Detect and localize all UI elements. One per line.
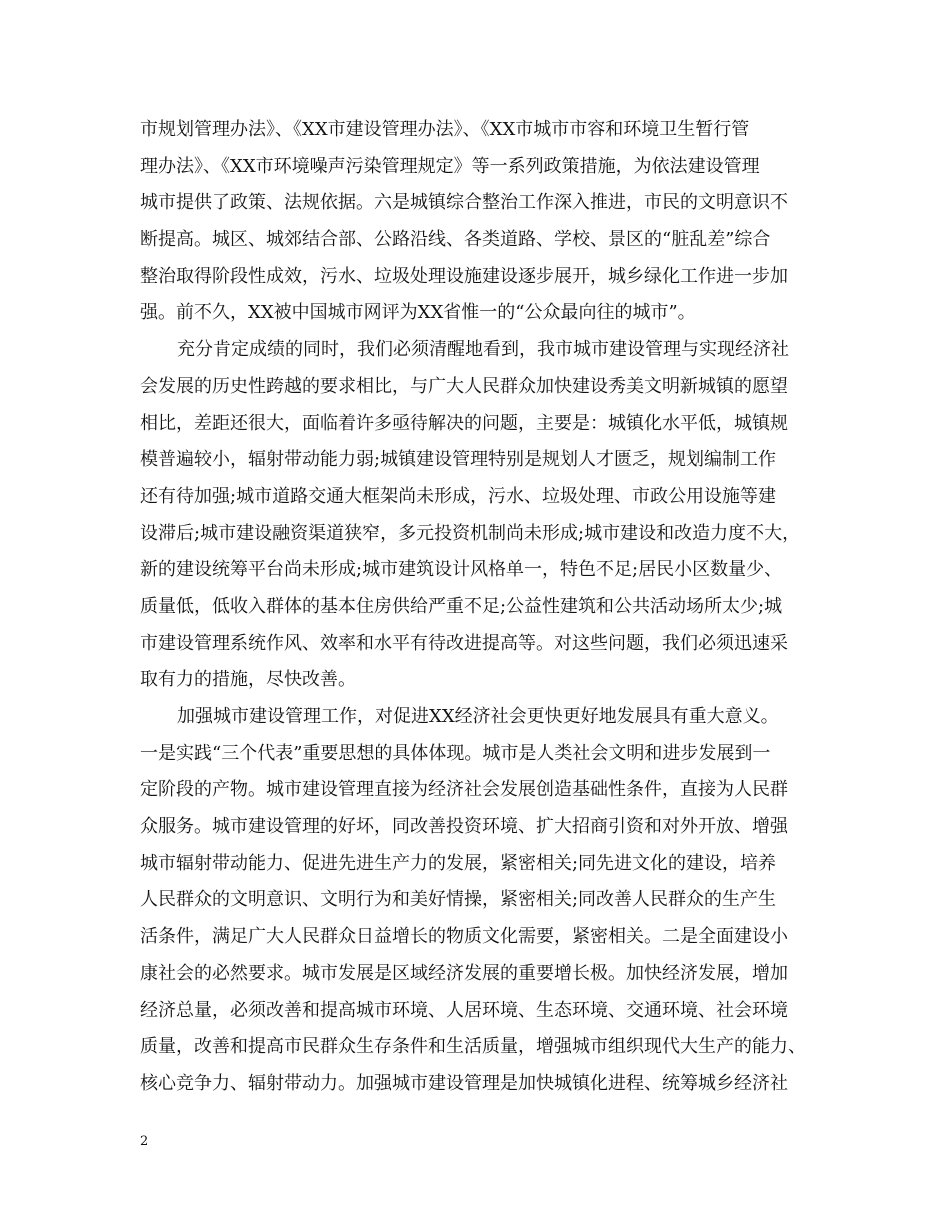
text-line: 模普遍较小，辐射带动能力弱;城镇建设管理特别是规划人才匮乏，规划编制工作 — [140, 449, 777, 471]
text-line: 核心竞争力、辐射带动力。加强城市建设管理是加快城镇化进程、统筹城乡经济社 — [140, 1072, 788, 1094]
paragraph-first-line: 加强城市建设管理工作，对促进XX经济社会更快更好地发展具有重大意义。 — [177, 706, 779, 727]
text-line: 城市提供了政策、法规依据。六是城镇综合整治工作深入推进，市民的文明意识不 — [140, 192, 788, 214]
text-line: 强。前不久，XX被中国城市网评为XX省惟一的“公众最向往的城市”。 — [140, 302, 696, 324]
text-line: 还有待加强;城市道路交通大框架尚未形成，污水、垃圾处理、市政公用设施等建 — [140, 485, 777, 507]
page-number: 2 — [140, 1134, 149, 1149]
text-line: 活条件，满足广大人民群众日益增长的物质文化需要，紧密相关。二是全面建设小 — [140, 926, 788, 948]
text-line: 城市辐射带动能力、促进先进生产力的发展，紧密相关;同先进文化的建设，培养 — [140, 852, 777, 874]
paragraph-first-line: 充分肯定成绩的同时，我们必须清醒地看到，我市城市建设管理与实现经济社 — [177, 339, 789, 361]
text-line: 人民群众的文明意识、文明行为和美好情操，紧密相关;同改善人民群众的生产生 — [140, 889, 777, 911]
text-line: 理办法》、《XX市环境噪声污染管理规定》等一系列政策措施，为依法建设管理 — [140, 155, 760, 177]
text-line: 质量低，低收入群体的基本住房供给严重不足;公益性建筑和公共活动场所太少;城 — [140, 595, 783, 617]
text-line: 定阶段的产物。城市建设管理直接为经济社会发展创造基础性条件，直接为人民群 — [140, 779, 788, 801]
text-line: 取有力的措施，尽快改善。 — [140, 669, 356, 691]
text-line: 市规划管理办法》、《XX市建设管理办法》、《XX市城市市容和环境卫生暂行管 — [140, 119, 750, 140]
text-line: 断提高。城区、城郊结合部、公路沿线、各类道路、学校、景区的“脏乱差”综合 — [140, 229, 771, 251]
document-body — [140, 112, 820, 1103]
text-line: 市建设管理系统作风、效率和水平有待改进提高等。对这些问题，我们必须迅速采 — [140, 632, 788, 654]
text-line: 相比，差距还很大，面临着许多亟待解决的问题，主要是：城镇化水平低，城镇规 — [140, 412, 788, 434]
text-line: 会发展的历史性跨越的要求相比，与广大人民群众加快建设秀美文明新城镇的愿望 — [140, 375, 788, 397]
text-line: 康社会的必然要求。城市发展是区域经济发展的重要增长极。加快经济发展，增加 — [140, 962, 788, 984]
text-line: 一是实践“三个代表”重要思想的具体体现。城市是人类社会文明和进步发展到一 — [140, 742, 771, 764]
text-line: 设滞后;城市建设融资渠道狭窄，多元投资机制尚未形成;城市建设和改造力度不大， — [140, 522, 801, 544]
text-line: 经济总量，必须改善和提高城市环境、人居环境、生态环境、交通环境、社会环境 — [140, 999, 788, 1021]
text-line: 众服务。城市建设管理的好坏，同改善投资环境、扩大招商引资和对外开放、增强 — [140, 816, 788, 838]
text-line: 新的建设统筹平台尚未形成;城市建筑设计风格单一，特色不足;居民小区数量少、 — [140, 559, 783, 581]
text-line: 质量，改善和提高市民群众生存条件和生活质量，增强城市组织现代大生产的能力、 — [140, 1036, 806, 1058]
text-line: 整治取得阶段性成效，污水、垃圾处理设施建设逐步展开，城乡绿化工作进一步加 — [140, 265, 788, 287]
